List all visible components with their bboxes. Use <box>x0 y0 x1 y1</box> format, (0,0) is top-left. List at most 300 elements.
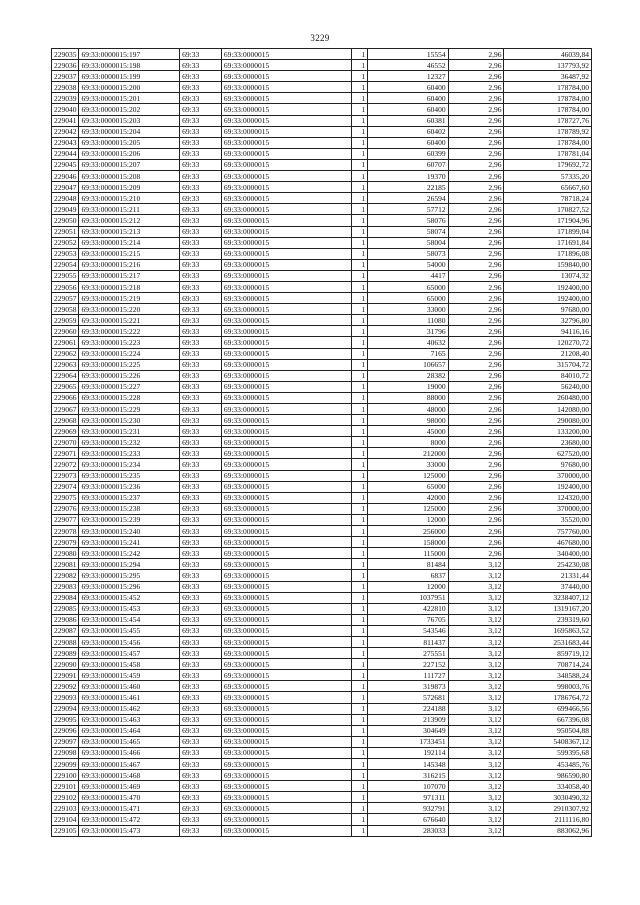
record-number-cell: 229081 <box>52 559 79 570</box>
area-cell: 98000 <box>368 415 448 426</box>
cadastral-number-cell: 69:33:0000015:236 <box>79 481 180 492</box>
cadastral-quarter-cell: 69:33:0000015 <box>221 570 351 581</box>
area-cell: 46552 <box>368 60 448 71</box>
cadastral-number-cell: 69:33:0000015:208 <box>79 171 180 182</box>
count-cell: 1 <box>351 237 367 248</box>
cadastral-district-cell: 69:33 <box>180 93 222 104</box>
specific-value-cell: 2,96 <box>448 304 504 315</box>
cadastral-value-cell: 254230,08 <box>504 559 592 570</box>
area-cell: 31796 <box>368 326 448 337</box>
specific-value-cell: 2,96 <box>448 459 504 470</box>
cadastral-quarter-cell: 69:33:0000015 <box>221 814 351 825</box>
area-cell: 42000 <box>368 492 448 503</box>
cadastral-value-cell: 97680,00 <box>504 459 592 470</box>
cadastral-district-cell: 69:33 <box>180 803 222 814</box>
cadastral-number-cell: 69:33:0000015:242 <box>79 548 180 559</box>
count-cell: 1 <box>351 614 367 625</box>
cadastral-number-cell: 69:33:0000015:296 <box>79 581 180 592</box>
cadastral-quarter-cell: 69:33:0000015 <box>221 736 351 747</box>
cadastral-number-cell: 69:33:0000015:237 <box>79 492 180 503</box>
cadastral-value-cell: 178727,76 <box>504 115 592 126</box>
record-number-cell: 229103 <box>52 803 79 814</box>
cadastral-quarter-cell: 69:33:0000015 <box>221 659 351 670</box>
cadastral-quarter-cell: 69:33:0000015 <box>221 392 351 403</box>
area-cell: 81484 <box>368 559 448 570</box>
specific-value-cell: 2,96 <box>448 82 504 93</box>
table-row <box>52 226 592 237</box>
cadastral-number-cell: 69:33:0000015:223 <box>79 337 180 348</box>
cadastral-number-cell: 69:33:0000015:230 <box>79 415 180 426</box>
specific-value-cell: 3,12 <box>448 792 504 803</box>
cadastral-quarter-cell: 69:33:0000015 <box>221 470 351 481</box>
cadastral-district-cell: 69:33 <box>180 603 222 614</box>
specific-value-cell: 2,96 <box>448 182 504 193</box>
cadastral-quarter-cell: 69:33:0000015 <box>221 415 351 426</box>
specific-value-cell: 2,96 <box>448 448 504 459</box>
specific-value-cell: 3,12 <box>448 659 504 670</box>
count-cell: 1 <box>351 736 367 747</box>
count-cell: 1 <box>351 392 367 403</box>
cadastral-district-cell: 69:33 <box>180 159 222 170</box>
table-row <box>52 415 592 426</box>
record-number-cell: 229093 <box>52 692 79 703</box>
record-number-cell: 229074 <box>52 481 79 492</box>
cadastral-district-cell: 69:33 <box>180 759 222 770</box>
count-cell: 1 <box>351 49 367 60</box>
record-number-cell: 229043 <box>52 137 79 148</box>
cadastral-number-cell: 69:33:0000015:235 <box>79 470 180 481</box>
cadastral-value-cell: 84010,72 <box>504 370 592 381</box>
cadastral-district-cell: 69:33 <box>180 281 222 292</box>
record-number-cell: 229082 <box>52 570 79 581</box>
cadastral-quarter-cell: 69:33:0000015 <box>221 104 351 115</box>
cadastral-number-cell: 69:33:0000015:209 <box>79 182 180 193</box>
record-number-cell: 229077 <box>52 514 79 525</box>
specific-value-cell: 2,96 <box>448 326 504 337</box>
table-row <box>52 703 592 714</box>
count-cell: 1 <box>351 814 367 825</box>
record-number-cell: 229065 <box>52 381 79 392</box>
specific-value-cell: 3,12 <box>448 714 504 725</box>
table-row <box>52 648 592 659</box>
area-cell: 58073 <box>368 248 448 259</box>
cadastral-quarter-cell: 69:33:0000015 <box>221 148 351 159</box>
cadastral-value-cell: 178789,92 <box>504 126 592 137</box>
cadastral-number-cell: 69:33:0000015:233 <box>79 448 180 459</box>
table-row <box>52 359 592 370</box>
table-row <box>52 392 592 403</box>
area-cell: 33000 <box>368 304 448 315</box>
cadastral-district-cell: 69:33 <box>180 581 222 592</box>
table-row <box>52 104 592 115</box>
cadastral-quarter-cell: 69:33:0000015 <box>221 792 351 803</box>
cadastral-value-cell: 21208,40 <box>504 348 592 359</box>
cadastral-value-cell: 3238407,12 <box>504 592 592 603</box>
table-row <box>52 337 592 348</box>
area-cell: 1037951 <box>368 592 448 603</box>
specific-value-cell: 3,12 <box>448 747 504 758</box>
cadastral-value-cell: 32796,80 <box>504 315 592 326</box>
cadastral-quarter-cell: 69:33:0000015 <box>221 537 351 548</box>
table-row <box>52 293 592 304</box>
count-cell: 1 <box>351 370 367 381</box>
cadastral-value-cell: 370000,00 <box>504 470 592 481</box>
cadastral-district-cell: 69:33 <box>180 315 222 326</box>
specific-value-cell: 3,12 <box>448 825 504 836</box>
record-number-cell: 229078 <box>52 526 79 537</box>
cadastral-quarter-cell: 69:33:0000015 <box>221 270 351 281</box>
record-number-cell: 229085 <box>52 603 79 614</box>
cadastral-value-cell: 159840,00 <box>504 259 592 270</box>
specific-value-cell: 3,12 <box>448 814 504 825</box>
specific-value-cell: 3,12 <box>448 570 504 581</box>
table-row <box>52 381 592 392</box>
cadastral-value-cell: 986590,80 <box>504 770 592 781</box>
record-number-cell: 229079 <box>52 537 79 548</box>
cadastral-value-cell: 859719,12 <box>504 648 592 659</box>
specific-value-cell: 3,12 <box>448 725 504 736</box>
cadastral-quarter-cell: 69:33:0000015 <box>221 825 351 836</box>
cadastral-district-cell: 69:33 <box>180 126 222 137</box>
count-cell: 1 <box>351 636 367 647</box>
cadastral-quarter-cell: 69:33:0000015 <box>221 514 351 525</box>
cadastral-value-cell: 65667,60 <box>504 182 592 193</box>
table-row <box>52 503 592 514</box>
cadastral-quarter-cell: 69:33:0000015 <box>221 781 351 792</box>
area-cell: 422810 <box>368 603 448 614</box>
specific-value-cell: 3,12 <box>448 703 504 714</box>
cadastral-value-cell: 239319,60 <box>504 614 592 625</box>
area-cell: 125000 <box>368 470 448 481</box>
record-number-cell: 229098 <box>52 747 79 758</box>
count-cell: 1 <box>351 126 367 137</box>
count-cell: 1 <box>351 348 367 359</box>
area-cell: 60400 <box>368 82 448 93</box>
cadastral-quarter-cell: 69:33:0000015 <box>221 648 351 659</box>
record-number-cell: 229055 <box>52 270 79 281</box>
table-row <box>52 82 592 93</box>
cadastral-value-cell: 35520,00 <box>504 514 592 525</box>
area-cell: 33000 <box>368 459 448 470</box>
cadastral-value-cell: 23680,00 <box>504 437 592 448</box>
count-cell: 1 <box>351 404 367 415</box>
cadastral-district-cell: 69:33 <box>180 304 222 315</box>
cadastral-district-cell: 69:33 <box>180 448 222 459</box>
cadastral-quarter-cell: 69:33:0000015 <box>221 237 351 248</box>
specific-value-cell: 3,12 <box>448 759 504 770</box>
cadastral-number-cell: 69:33:0000015:465 <box>79 736 180 747</box>
cadastral-number-cell: 69:33:0000015:464 <box>79 725 180 736</box>
cadastral-number-cell: 69:33:0000015:203 <box>79 115 180 126</box>
count-cell: 1 <box>351 426 367 437</box>
record-number-cell: 229036 <box>52 60 79 71</box>
count-cell: 1 <box>351 215 367 226</box>
count-cell: 1 <box>351 537 367 548</box>
record-number-cell: 229039 <box>52 93 79 104</box>
record-number-cell: 229063 <box>52 359 79 370</box>
specific-value-cell: 2,96 <box>448 259 504 270</box>
cadastral-number-cell: 69:33:0000015:206 <box>79 148 180 159</box>
cadastral-number-cell: 69:33:0000015:222 <box>79 326 180 337</box>
cadastral-quarter-cell: 69:33:0000015 <box>221 426 351 437</box>
area-cell: 26594 <box>368 193 448 204</box>
count-cell: 1 <box>351 259 367 270</box>
cadastral-value-cell: 178784,00 <box>504 137 592 148</box>
specific-value-cell: 3,12 <box>448 736 504 747</box>
area-cell: 811437 <box>368 636 448 647</box>
record-number-cell: 229099 <box>52 759 79 770</box>
cadastral-value-cell: 57335,20 <box>504 171 592 182</box>
cadastral-value-cell: 97680,00 <box>504 304 592 315</box>
specific-value-cell: 2,96 <box>448 514 504 525</box>
table-row <box>52 481 592 492</box>
area-cell: 48000 <box>368 404 448 415</box>
cadastral-district-cell: 69:33 <box>180 670 222 681</box>
specific-value-cell: 2,96 <box>448 503 504 514</box>
cadastral-number-cell: 69:33:0000015:471 <box>79 803 180 814</box>
specific-value-cell: 3,12 <box>448 603 504 614</box>
cadastral-district-cell: 69:33 <box>180 548 222 559</box>
cadastral-quarter-cell: 69:33:0000015 <box>221 503 351 514</box>
cadastral-quarter-cell: 69:33:0000015 <box>221 82 351 93</box>
cadastral-district-cell: 69:33 <box>180 681 222 692</box>
page-number: 3229 <box>310 33 330 43</box>
cadastral-value-cell: 36487,92 <box>504 71 592 82</box>
cadastral-number-cell: 69:33:0000015:198 <box>79 60 180 71</box>
cadastral-quarter-cell: 69:33:0000015 <box>221 71 351 82</box>
cadastral-value-cell: 998003,76 <box>504 681 592 692</box>
record-number-cell: 229092 <box>52 681 79 692</box>
cadastral-number-cell: 69:33:0000015:220 <box>79 304 180 315</box>
cadastral-district-cell: 69:33 <box>180 293 222 304</box>
area-cell: 19370 <box>368 171 448 182</box>
cadastral-value-cell: 453485,76 <box>504 759 592 770</box>
cadastral-district-cell: 69:33 <box>180 648 222 659</box>
record-number-cell: 229068 <box>52 415 79 426</box>
area-cell: 106657 <box>368 359 448 370</box>
count-cell: 1 <box>351 293 367 304</box>
cadastral-number-cell: 69:33:0000015:226 <box>79 370 180 381</box>
area-cell: 65000 <box>368 281 448 292</box>
table-row <box>52 614 592 625</box>
cadastral-number-cell: 69:33:0000015:470 <box>79 792 180 803</box>
cadastral-number-cell: 69:33:0000015:218 <box>79 281 180 292</box>
cadastral-quarter-cell: 69:33:0000015 <box>221 703 351 714</box>
area-cell: 224188 <box>368 703 448 714</box>
specific-value-cell: 2,96 <box>448 437 504 448</box>
cadastral-district-cell: 69:33 <box>180 215 222 226</box>
table-row <box>52 636 592 647</box>
count-cell: 1 <box>351 670 367 681</box>
cadastral-quarter-cell: 69:33:0000015 <box>221 614 351 625</box>
record-number-cell: 229071 <box>52 448 79 459</box>
area-cell: 107070 <box>368 781 448 792</box>
area-cell: 22185 <box>368 182 448 193</box>
table-row <box>52 404 592 415</box>
cadastral-district-cell: 69:33 <box>180 825 222 836</box>
cadastral-value-cell: 178781,04 <box>504 148 592 159</box>
cadastral-district-cell: 69:33 <box>180 747 222 758</box>
cadastral-value-cell: 124320,00 <box>504 492 592 503</box>
cadastral-district-cell: 69:33 <box>180 503 222 514</box>
count-cell: 1 <box>351 592 367 603</box>
cadastral-number-cell: 69:33:0000015:212 <box>79 215 180 226</box>
cadastral-value-cell: 599395,68 <box>504 747 592 758</box>
cadastral-district-cell: 69:33 <box>180 592 222 603</box>
record-number-cell: 229060 <box>52 326 79 337</box>
cadastral-value-cell: 2111116,80 <box>504 814 592 825</box>
table-row <box>52 514 592 525</box>
cadastral-value-cell: 21331,44 <box>504 570 592 581</box>
record-number-cell: 229080 <box>52 548 79 559</box>
count-cell: 1 <box>351 204 367 215</box>
record-number-cell: 229088 <box>52 636 79 647</box>
cadastral-value-cell: 192400,00 <box>504 293 592 304</box>
specific-value-cell: 3,12 <box>448 781 504 792</box>
count-cell: 1 <box>351 359 367 370</box>
cadastral-quarter-cell: 69:33:0000015 <box>221 293 351 304</box>
area-cell: 213909 <box>368 714 448 725</box>
area-cell: 58004 <box>368 237 448 248</box>
table-row <box>52 603 592 614</box>
cadastral-number-cell: 69:33:0000015:225 <box>79 359 180 370</box>
table-row <box>52 759 592 770</box>
cadastral-number-cell: 69:33:0000015:202 <box>79 104 180 115</box>
area-cell: 7165 <box>368 348 448 359</box>
table-row <box>52 182 592 193</box>
cadastral-district-cell: 69:33 <box>180 814 222 825</box>
cadastral-number-cell: 69:33:0000015:199 <box>79 71 180 82</box>
table-row <box>52 60 592 71</box>
table-row <box>52 781 592 792</box>
count-cell: 1 <box>351 71 367 82</box>
table-row <box>52 559 592 570</box>
count-cell: 1 <box>351 526 367 537</box>
record-number-cell: 229053 <box>52 248 79 259</box>
cadastral-quarter-cell: 69:33:0000015 <box>221 93 351 104</box>
cadastral-number-cell: 69:33:0000015:234 <box>79 459 180 470</box>
record-number-cell: 229094 <box>52 703 79 714</box>
cadastral-quarter-cell: 69:33:0000015 <box>221 126 351 137</box>
cadastral-number-cell: 69:33:0000015:204 <box>79 126 180 137</box>
cadastral-value-cell: 667396,08 <box>504 714 592 725</box>
table-row <box>52 492 592 503</box>
cadastral-number-cell: 69:33:0000015:461 <box>79 692 180 703</box>
table-row <box>52 470 592 481</box>
cadastral-quarter-cell: 69:33:0000015 <box>221 636 351 647</box>
record-number-cell: 229105 <box>52 825 79 836</box>
area-cell: 158000 <box>368 537 448 548</box>
cadastral-value-cell: 171904,96 <box>504 215 592 226</box>
cadastral-number-cell: 69:33:0000015:468 <box>79 770 180 781</box>
cadastral-quarter-cell: 69:33:0000015 <box>221 60 351 71</box>
specific-value-cell: 3,12 <box>448 614 504 625</box>
record-number-cell: 229101 <box>52 781 79 792</box>
cadastral-quarter-cell: 69:33:0000015 <box>221 670 351 681</box>
cadastral-number-cell: 69:33:0000015:457 <box>79 648 180 659</box>
table-row <box>52 348 592 359</box>
cadastral-number-cell: 69:33:0000015:200 <box>79 82 180 93</box>
cadastral-value-cell: 290080,00 <box>504 415 592 426</box>
specific-value-cell: 2,96 <box>448 348 504 359</box>
count-cell: 1 <box>351 381 367 392</box>
area-cell: 971311 <box>368 792 448 803</box>
area-cell: 12000 <box>368 514 448 525</box>
cadastral-value-cell: 94116,16 <box>504 326 592 337</box>
table-row <box>52 570 592 581</box>
count-cell: 1 <box>351 437 367 448</box>
table-row <box>52 326 592 337</box>
count-cell: 1 <box>351 692 367 703</box>
specific-value-cell: 2,96 <box>448 415 504 426</box>
specific-value-cell: 2,96 <box>448 148 504 159</box>
count-cell: 1 <box>351 93 367 104</box>
cadastral-number-cell: 69:33:0000015:459 <box>79 670 180 681</box>
cadastral-number-cell: 69:33:0000015:221 <box>79 315 180 326</box>
record-number-cell: 229035 <box>52 49 79 60</box>
specific-value-cell: 2,96 <box>448 404 504 415</box>
count-cell: 1 <box>351 570 367 581</box>
table-row <box>52 426 592 437</box>
cadastral-quarter-cell: 69:33:0000015 <box>221 381 351 392</box>
cadastral-district-cell: 69:33 <box>180 204 222 215</box>
cadastral-district-cell: 69:33 <box>180 259 222 270</box>
cadastral-quarter-cell: 69:33:0000015 <box>221 681 351 692</box>
record-number-cell: 229096 <box>52 725 79 736</box>
cadastral-quarter-cell: 69:33:0000015 <box>221 714 351 725</box>
specific-value-cell: 2,96 <box>448 281 504 292</box>
count-cell: 1 <box>351 747 367 758</box>
table-row <box>52 725 592 736</box>
cadastral-quarter-cell: 69:33:0000015 <box>221 49 351 60</box>
table-row <box>52 692 592 703</box>
table-row <box>52 825 592 836</box>
count-cell: 1 <box>351 603 367 614</box>
cadastral-value-cell: 37440,00 <box>504 581 592 592</box>
count-cell: 1 <box>351 581 367 592</box>
count-cell: 1 <box>351 492 367 503</box>
cadastral-quarter-cell: 69:33:0000015 <box>221 459 351 470</box>
specific-value-cell: 2,96 <box>448 359 504 370</box>
specific-value-cell: 2,96 <box>448 315 504 326</box>
area-cell: 58074 <box>368 226 448 237</box>
cadastral-value-table <box>51 48 592 837</box>
specific-value-cell: 2,96 <box>448 60 504 71</box>
cadastral-number-cell: 69:33:0000015:197 <box>79 49 180 60</box>
cadastral-number-cell: 69:33:0000015:224 <box>79 348 180 359</box>
cadastral-quarter-cell: 69:33:0000015 <box>221 337 351 348</box>
area-cell: 1733451 <box>368 736 448 747</box>
area-cell: 60400 <box>368 93 448 104</box>
area-cell: 676640 <box>368 814 448 825</box>
cadastral-value-cell: 950504,88 <box>504 725 592 736</box>
record-number-cell: 229057 <box>52 293 79 304</box>
count-cell: 1 <box>351 270 367 281</box>
record-number-cell: 229087 <box>52 625 79 636</box>
table-row <box>52 370 592 381</box>
table-row <box>52 115 592 126</box>
count-cell: 1 <box>351 415 367 426</box>
cadastral-value-cell: 171896,08 <box>504 248 592 259</box>
cadastral-district-cell: 69:33 <box>180 348 222 359</box>
specific-value-cell: 3,12 <box>448 803 504 814</box>
area-cell: 60400 <box>368 137 448 148</box>
table-row <box>52 736 592 747</box>
specific-value-cell: 3,12 <box>448 559 504 570</box>
cadastral-district-cell: 69:33 <box>180 337 222 348</box>
record-number-cell: 229062 <box>52 348 79 359</box>
specific-value-cell: 2,96 <box>448 104 504 115</box>
